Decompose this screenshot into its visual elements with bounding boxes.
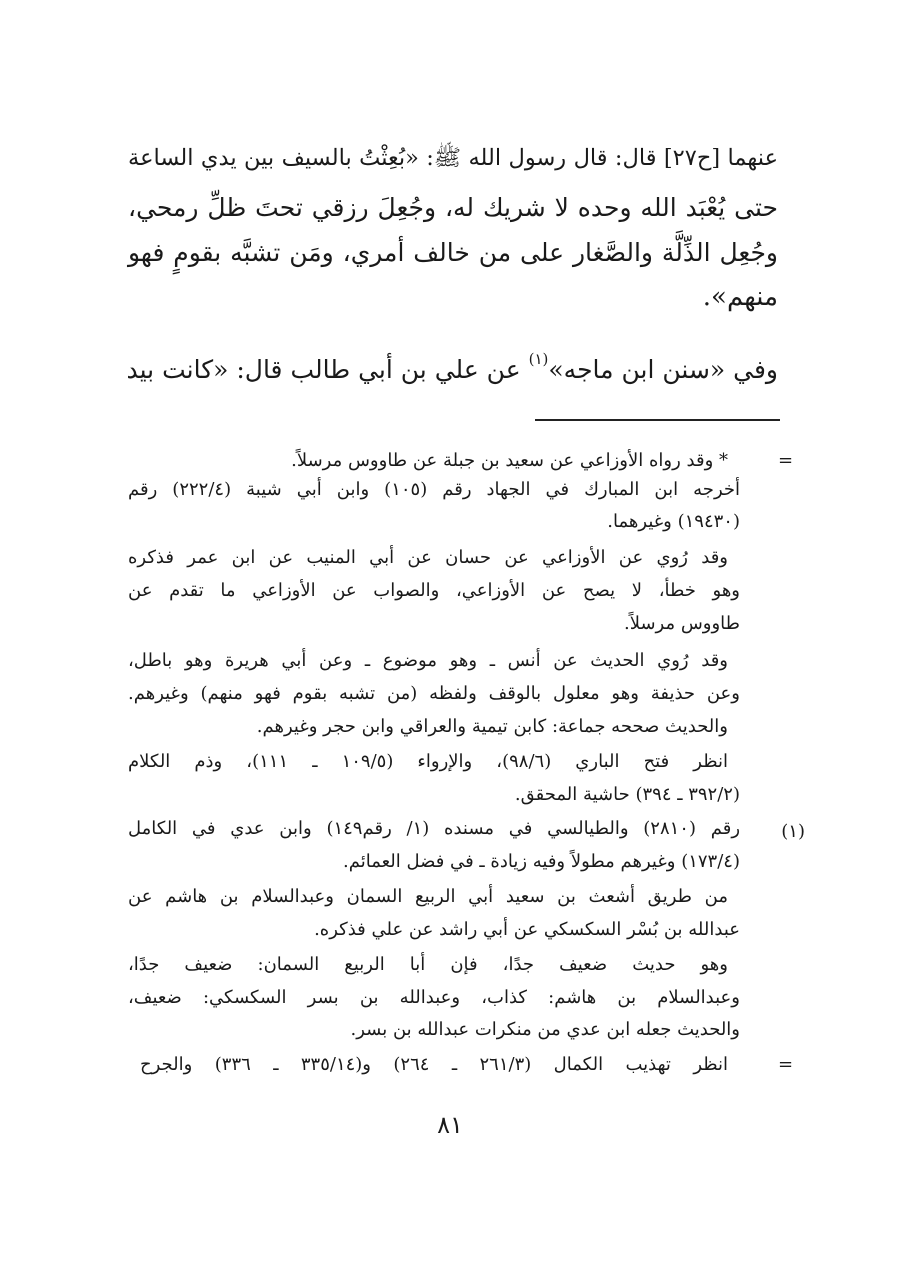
footnote-line: رقم (٢٨١٠) والطيالسي في مسنده (١/ رقم١٤٩) وابن عدي في الكامل: [128, 818, 741, 839]
main-text-segment: عن علي بن أبي طالب قال: «كانت بيد: [126, 355, 529, 384]
footnote-line: والحديث صححه جماعة: كابن تيمية والعراقي وابن حجر وغيرهم.: [256, 716, 728, 737]
footnote-line: وقد رُوي عن الأوزاعي عن حسان عن أبي المنيب عن ابن عمر فذكره: [128, 547, 728, 568]
footnote-line: عبدالله بن بُسْر السكسكي عن أبي راشد عن علي فذكره.: [314, 919, 740, 940]
footnote-line: من طريق أشعث بن سعيد أبي الربيع السمان وعبدالسلام بن هاشم عن: [128, 886, 728, 907]
footnote-line: طاووس مرسلاً.: [623, 613, 740, 634]
footnote-line: والحديث جعله ابن عدي من منكرات عبدالله بن بسر.: [350, 1019, 740, 1040]
continuation-marker: =: [778, 450, 794, 471]
footnote-reference: (١): [528, 350, 549, 368]
main-text-line: حتى يُعْبَد الله وحده لا شريك له، وجُعِلَ رزقي تحتَ ظلِّ رمحي،: [128, 193, 778, 222]
main-text-line: وجُعِل الذِّلَّة والصَّغار على من خالف أمري، ومَن تشبَّه بقومٍ فهو: [128, 238, 778, 267]
footnote-line: انظر تهذيب الكمال (٢٦١/٣ ـ ٢٦٤) و(٣٣٥/١٤ ـ ٣٣٦) والجرح: [140, 1054, 729, 1075]
main-text-line: عنهما [ح٢٧] قال: قال رسول الله ﷺ: «بُعِثْتُ بالسيف بين يدي الساعة: [128, 145, 778, 171]
footnote-line: وهو حديث ضعيف جدًا، فإن أبا الربيع السمان: ضعيف جدًا،: [128, 954, 728, 975]
footnote-line: (٣٩٢/٢ ـ ٣٩٤) حاشية المحقق.: [514, 784, 740, 805]
footnote-line: وعبدالسلام بن هاشم: كذاب، وعبدالله بن بسر السكسكي: ضعيف،: [128, 987, 740, 1008]
main-text-line: منهم».: [702, 282, 778, 312]
footnote-line: أخرجه ابن المبارك في الجهاد رقم (١٠٥) وابن أبي شيبة (٢٢٢/٤) رقم: [128, 479, 740, 500]
footnote-number: (١): [781, 821, 805, 842]
footnote-line: وقد رُوي الحديث عن أنس ـ وهو موضوع ـ وعن أبي هريرة وهو باطل،: [128, 650, 728, 671]
footnote-line: (١٩٤٣٠) وغيرهما.: [607, 511, 740, 532]
footnote-line: * وقد رواه الأوزاعي عن سعيد بن جبلة عن طاووس مرسلاً.: [291, 450, 728, 471]
footnote-line: انظر فتح الباري (٩٨/٦)، والإرواء (١٠٩/٥ ـ ١١١)، وذم الكلام: [128, 751, 728, 772]
footnote-line: وهو خطأ، لا يصح عن الأوزاعي، والصواب عن الأوزاعي ما تقدم عن: [128, 580, 740, 601]
footnote-line: (١٧٣/٤) وغيرهم مطولاً وفيه زيادة ـ في فضل العمائم.: [343, 851, 740, 872]
footnote-line: وعن حذيفة وهو معلول بالوقف ولفظه (من تشبه بقوم فهو منهم) وغيرهم.: [128, 683, 740, 704]
footnote-separator: [535, 419, 780, 421]
page-number: ٨١: [437, 1111, 463, 1139]
main-text-paragraph: [126, 350, 778, 384]
continuation-marker-end: =: [778, 1054, 794, 1075]
main-text-segment: وفي «سنن ابن ماجه»: [548, 355, 778, 384]
